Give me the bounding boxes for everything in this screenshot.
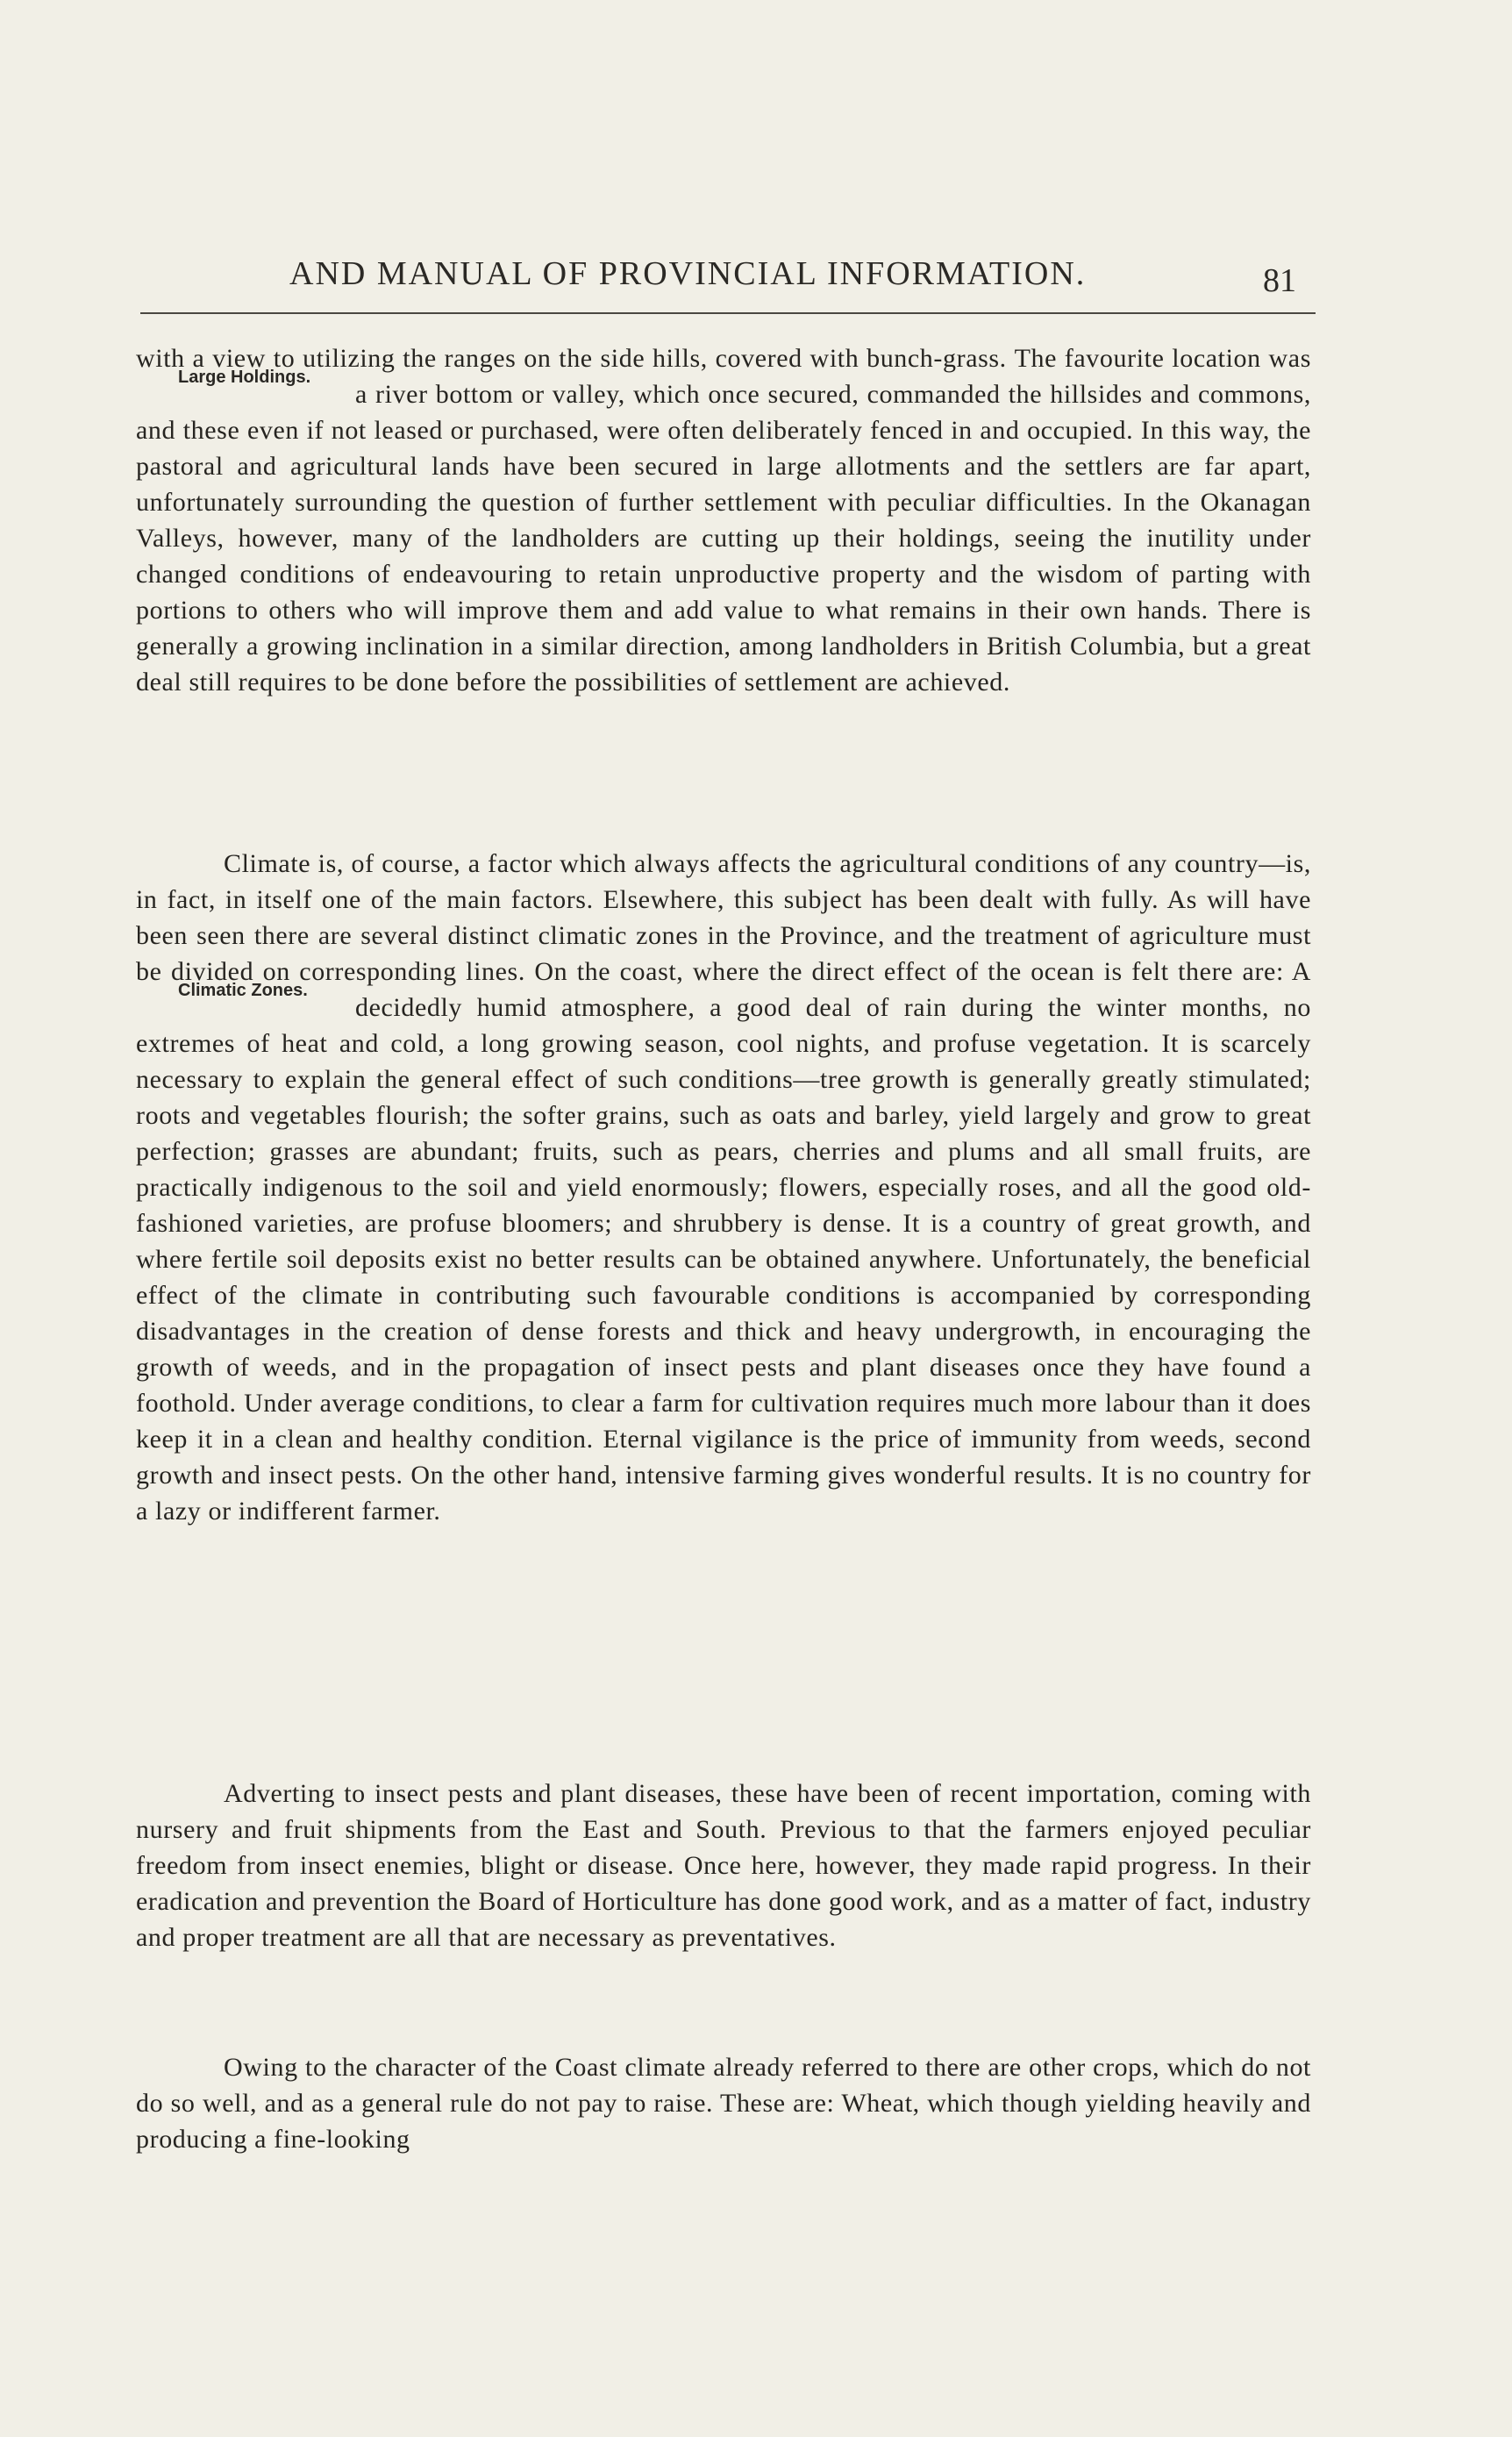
paragraph-lead-text: with a view to utilizing the ranges on the side hills, covered with bunch-grass. <box>136 344 1015 373</box>
paragraph-lead-text: Climate is, of course, a factor which always affects the agricultural conditions of any country—is, in fact, in itself one of the main factors. Elsewhere, this subject has been dealt with fully. As will have been seen there are several distinct climatic zones in the Province, and the treatment of agriculture must be divided on corresponding lines. On the coast, where the direct effect of the <box>136 849 1311 986</box>
running-header: AND MANUAL OF PROVINCIAL INFORMATION. <box>289 255 1087 292</box>
paragraph-body-text: ocean is felt there are: A decidedly humid atmosphere, a good deal of rain during the winter months, no extremes of heat and cold, a long growing season, cool nights, and profuse vegetation. It is scarcely necessary to explain the general effect of such conditions—tree growth is generally greatly stimulated; roots and vegetables flourish; the softer grains, such as oats and barley, yield largely and grow to great perfection; grasses are abundant; fruits, such as pears, cherries and plums and all small fruits, are practically indigenous to the soil and yield enormously; flowers, especially roses, and all the good old-fashioned varieties, are profuse bloomers; and shrubbery is dense. It is a country of great growth, and where fertile soil deposits exist no better results can be obtained anywhere. Unfortunately, the beneficial effect of the climate in contributing such favourable conditions is accompanied by corresponding disadvantages in the creation of dense forests and thick and heavy undergrowth, in encouraging the growth of weeds, and in the propagation of insect pests and plant diseases once they have found a foothold. Under average conditions, to clear a farm for cultivation requires much more labour than it does keep it in a clean and healthy condition. Eternal vigilance is the price of immunity from weeds, second growth and insect pests. On the other hand, intensive farming gives wonderful results. It is no country for a lazy or indifferent farmer. <box>136 957 1311 1526</box>
paragraph-insect-pests: Adverting to insect pests and plant diseases, these have been of recent importation, coming with nursery and fruit shipments from the East and South. Previous to that the farmers enjoyed peculiar freedom from insect enemies, blight or disease. Once here, however, they made rapid progress. In their eradication and prevention the Board of Horticulture has done good work, and as a matter of fact, industry and proper treatment are all that are necessary as preventatives. <box>136 1779 1311 1952</box>
page-number: 81 <box>1263 262 1296 299</box>
paragraph-large-holdings <box>136 340 1311 700</box>
paragraph-body-text: The favourite location was a river bottom or valley, which once secured, commanded the hillsides and commons, and these even if not leased or purchased, were often deliberately fenced in and occupied. In this way, the pastoral and agricultural lands have been secured in large allotments and the settlers are far apart, unfortunately surrounding the question of further settlement with peculiar difficulties. In the Okanagan Valleys, however, many of the landholders are cutting up their holdings, seeing the inutility under changed conditions of endeavouring to retain unproductive property and the wisdom of parting with portions to others who will improve them and add value to what remains in their own hands. There is generally a growing inclination in a similar direction, among landholders in British Columbia, but a great deal still requires to be done before the possibilities of settlement are achieved. <box>136 344 1311 697</box>
paragraph-climatic-zones <box>136 846 1311 1529</box>
header-divider <box>140 312 1316 314</box>
paragraph-coast-crops: Owing to the character of the Coast climate already referred to there are other crops, which do not do so well, and as a general rule do not pay to raise. These are: Wheat, which though yielding heavily and producing a fine-looking <box>136 2053 1311 2154</box>
margin-note-label: Climatic Zones. <box>178 980 308 1000</box>
margin-note-label: Large Holdings. <box>178 367 311 387</box>
